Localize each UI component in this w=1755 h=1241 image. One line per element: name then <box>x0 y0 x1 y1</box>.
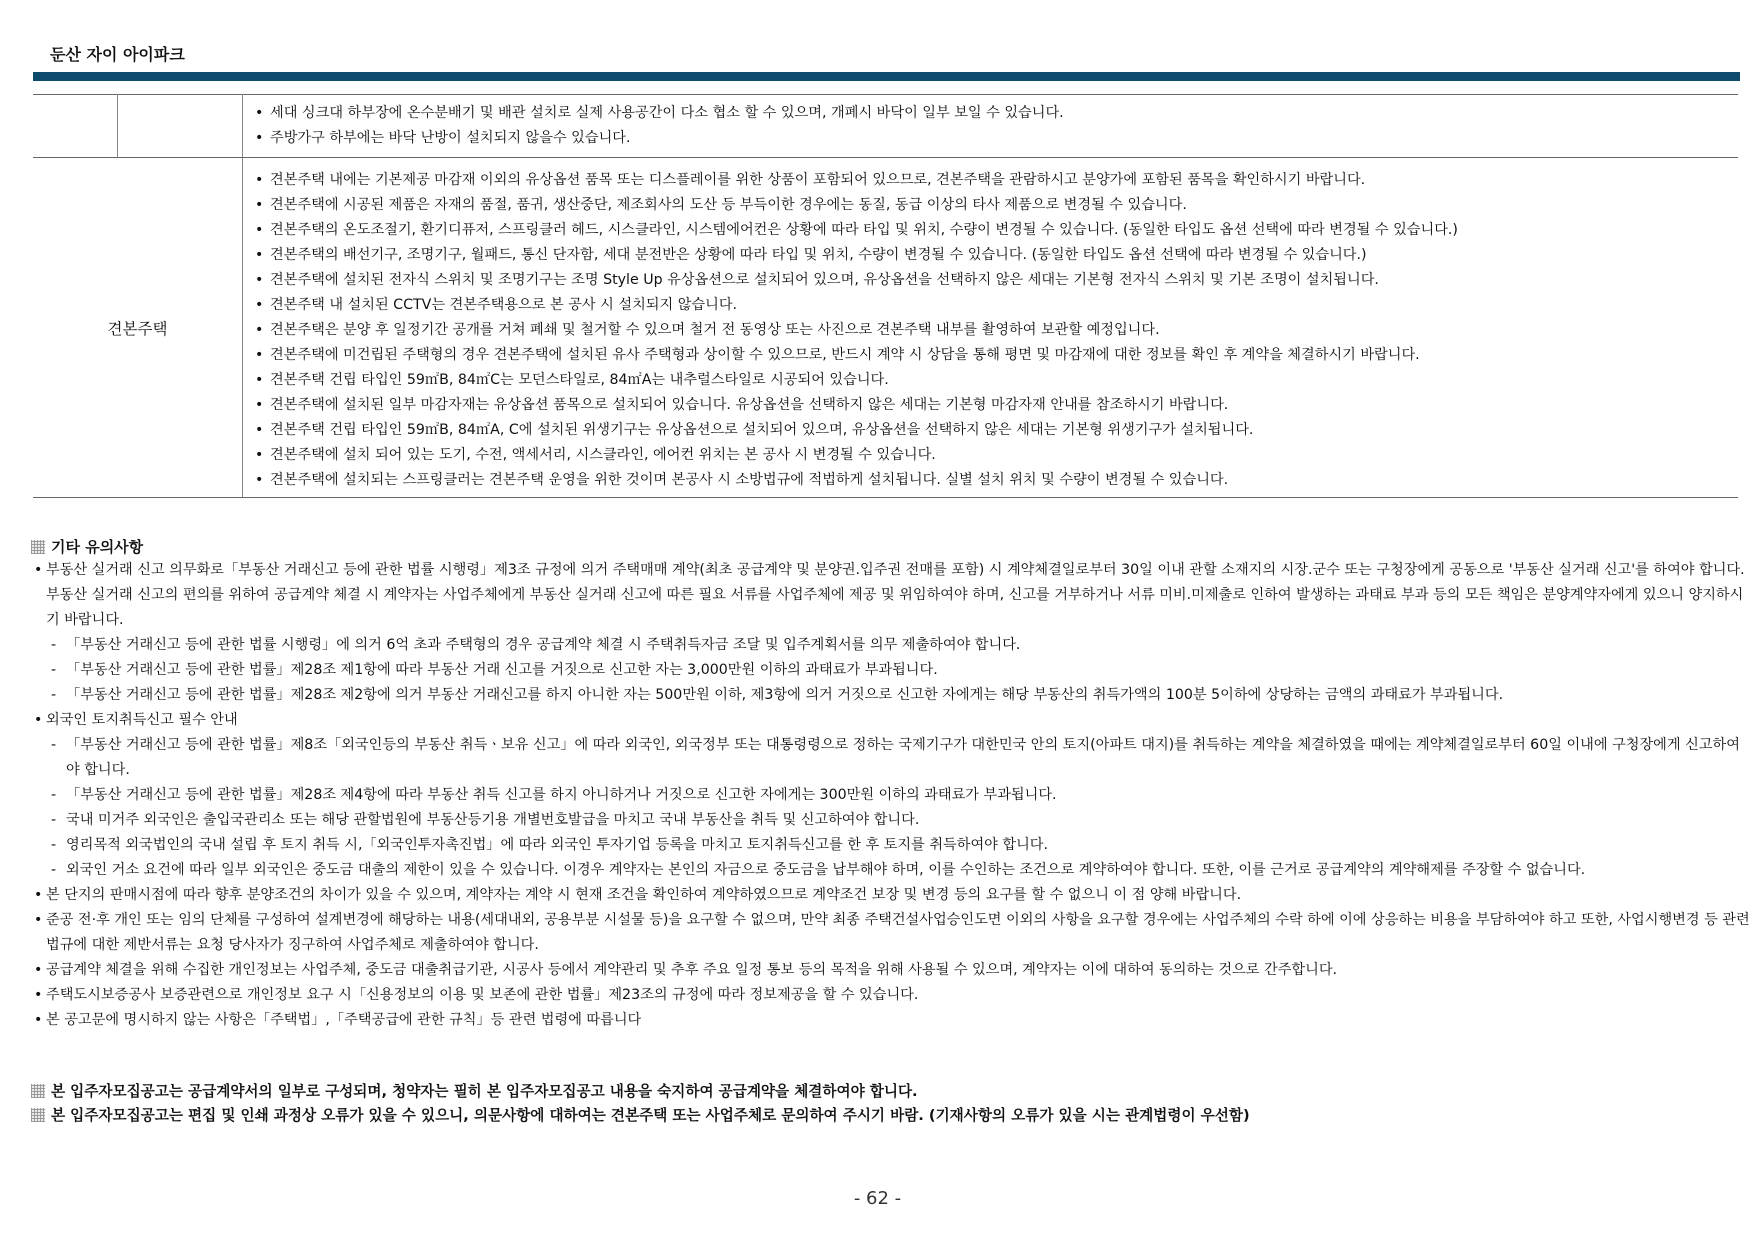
final-note <box>31 1104 1250 1125</box>
square-bullet-icon <box>31 1084 45 1098</box>
document-title: 둔산 자이 아이파크 <box>50 45 185 64</box>
notice-table <box>33 94 1738 498</box>
list-item: • 부동산 실거래 신고 의무화로「부동산 거래신고 등에 관한 법률 시행령」제3조 규정에 의거 주택매매 계약(최초 공급계약 및 분양권.입주권 전매를 포함) 시 계약체결일로부터 30일 이내 관할 소재지의 시장.군수 또는 구청장에게 공동으로 '부동산 실거래 신고'를 하여야 합니다. 부동산 실거래 신고의 편의를 위하여 공급계약 체결 시 계약자는 사업주체에게 부동산 실거래 신고에 따른 필요 서류를 사업주체에 제공 및 위임하여야 하며, 신고를 거부하거나 서류 미비.미제출로 인하여 발생하는 과태료 부과 등의 모든 책임은 분양계약자에게 있으니 양지하시기 바랍니다. <box>30 558 1752 633</box>
table-cell-empty <box>33 95 118 158</box>
list-item: • 외국인 토지취득신고 필수 안내 <box>30 708 1752 733</box>
sub-item: - 「부동산 거래신고 등에 관한 법률 시행령」에 의거 6억 초과 주택형의 경우 공급계약 체결 시 주택취득자금 조달 및 입주계획서를 의무 제출하여야 합니다. <box>30 633 1752 658</box>
square-bullet-icon <box>31 540 45 554</box>
model-house-list <box>253 168 1738 493</box>
list-item: • 본 공고문에 명시하지 않는 사항은「주택법」,「주택공급에 관한 규칙」등 관련 법령에 따릅니다 <box>30 1008 1752 1033</box>
square-bullet-icon <box>31 1108 45 1122</box>
list-item: • 준공 전·후 개인 또는 임의 단체를 구성하여 설계변경에 해당하는 내용(세대내외, 공용부분 시설물 등)을 요구할 수 없으며, 만약 최종 주택건설사업승인도면 이외의 사항을 요구할 경우에는 사업주체의 수락 하에 이에 상응하는 비용을 부담하여야 하고 또한, 사업시행변경 등 관련법규에 대한 제반서류는 요청 당사자가 징구하여 사업주체로 제출하여야 합니다. <box>30 908 1752 958</box>
table-row-continued <box>33 95 1738 158</box>
list-item: • 견본주택에 시공된 제품은 자재의 품절, 품귀, 생산중단, 제조회사의 도산 등 부득이한 경우에는 동질, 동급 이상의 타사 제품으로 변경될 수 있습니다. <box>253 193 1738 218</box>
list-item: • 견본주택의 배선기구, 조명기구, 월패드, 통신 단자함, 세대 분전반은 상황에 따라 타입 및 위치, 수량이 변경될 수 있습니다. (동일한 타입도 옵션 선택에 따라 변경될 수 있습니다.) <box>253 243 1738 268</box>
sub-item: - 국내 미거주 외국인은 출입국관리소 또는 해당 관할법원에 부동산등기용 개별번호발급을 마치고 국내 부동산을 취득 및 신고하여야 합니다. <box>30 808 1752 833</box>
list-item: • 견본주택에 설치된 전자식 스위치 및 조명기구는 조명 Style Up 유상옵션으로 설치되어 있으며, 유상옵션을 선택하지 않은 세대는 기본형 전자식 스위치 및 기본 조명이 설치됩니다. <box>253 268 1738 293</box>
list-item: • 본 단지의 판매시점에 따라 향후 분양조건의 차이가 있을 수 있으며, 계약자는 계약 시 현재 조건을 확인하여 계약하였으므로 계약조건 보장 및 변경 등의 요구를 할 수 없으니 이 점 양해 바랍니다. <box>30 883 1752 908</box>
section-heading-label: 기타 유의사항 <box>51 538 144 556</box>
list-item: • 견본주택 건립 타입인 59㎡B, 84㎡A, C에 설치된 위생기구는 유상옵션으로 설치되어 있으며, 유상옵션을 선택하지 않은 세대는 기본형 위생기구가 설치됩니다. <box>253 418 1738 443</box>
table-cell-empty <box>118 95 243 158</box>
list-item: • 주방가구 하부에는 바닥 난방이 설치되지 않을수 있습니다. <box>253 126 1738 151</box>
table-cell-content <box>243 95 1739 158</box>
other-notes <box>30 558 1752 1033</box>
table-cell-content <box>243 158 1739 498</box>
list-item: • 견본주택 건립 타입인 59㎡B, 84㎡C는 모던스타일로, 84㎡A는 내추럴스타일로 시공되어 있습니다. <box>253 368 1738 393</box>
final-note-text: 본 입주자모집공고는 편집 및 인쇄 과정상 오류가 있을 수 있으니, 의문사항에 대하여는 견본주택 또는 사업주체로 문의하여 주시기 바람. (기재사항의 오류가 있을 시는 관계법령이 우선함) <box>51 1107 1250 1124</box>
sub-item: - 「부동산 거래신고 등에 관한 법률」제28조 제4항에 따라 부동산 취득 신고를 하지 아니하거나 거짓으로 신고한 자에게는 300만원 이하의 과태료가 부과됩니다. <box>30 783 1752 808</box>
page-number: - 62 - <box>853 1188 902 1209</box>
sub-item: - 「부동산 거래신고 등에 관한 법률」제28조 제2항에 의거 부동산 거래신고를 하지 아니한 자는 500만원 이하, 제3항에 의거 거짓으로 신고한 자에게는 해당 부동산의 취득가액의 100분 5이하에 상당하는 금액의 과태료가 부과됩니다. <box>30 683 1752 708</box>
list-item: • 견본주택 내 설치된 CCTV는 견본주택용으로 본 공사 시 설치되지 않습니다. <box>253 293 1738 318</box>
table-row-model-house <box>33 158 1738 498</box>
model-house-label: 견본주택 <box>33 158 243 498</box>
top-row-list <box>253 101 1738 151</box>
list-item: • 견본주택 내에는 기본제공 마감재 이외의 유상옵션 품목 또는 디스플레이를 위한 상품이 포함되어 있으므로, 견본주택을 관람하시고 분양가에 포함된 품목을 확인하시기 바랍니다. <box>253 168 1738 193</box>
list-item: • 견본주택에 설치되는 스프링클러는 견본주택 운영을 위한 것이며 본공사 시 소방법규에 적법하게 설치됩니다. 실별 설치 위치 및 수량이 변경될 수 있습니다. <box>253 468 1738 493</box>
list-item: • 주택도시보증공사 보증관련으로 개인정보 요구 시「신용정보의 이용 및 보존에 관한 법률」제23조의 규정에 따라 정보제공을 할 수 있습니다. <box>30 983 1752 1008</box>
sub-item: - 「부동산 거래신고 등에 관한 법률」제28조 제1항에 따라 부동산 거래 신고를 거짓으로 신고한 자는 3,000만원 이하의 과태료가 부과됩니다. <box>30 658 1752 683</box>
header-rule <box>33 72 1740 81</box>
sub-item: - 영리목적 외국법인의 국내 설립 후 토지 취득 시,「외국인투자촉진법」에 따라 외국인 투자기업 등록을 마치고 토지취득신고를 한 후 토지를 취득하여야 합니다. <box>30 833 1752 858</box>
final-note-text: 본 입주자모집공고는 공급계약서의 일부로 구성되며, 청약자는 필히 본 입주자모집공고 내용을 숙지하여 공급계약을 체결하여야 합니다. <box>51 1083 918 1100</box>
sub-item: - 외국인 거소 요건에 따라 일부 외국인은 중도금 대출의 제한이 있을 수 있습니다. 이경우 계약자는 본인의 자금으로 중도금을 납부해야 하며, 이를 수인하는 조건으로 계약하여야 합니다. 또한, 이를 근거로 공급계약의 계약해제를 주장할 수 없습니다. <box>30 858 1752 883</box>
final-note <box>31 1080 918 1101</box>
sub-item: - 「부동산 거래신고 등에 관한 법률」제8조「외국인등의 부동산 취득ㆍ보유 신고」에 따라 외국인, 외국정부 또는 대통령령으로 정하는 국제기구가 대한민국 안의 토지(아파트 대지)를 취득하는 계약을 체결하였을 때에는 계약체결일로부터 60일 이내에 구청장에게 신고하여야 합니다. <box>30 733 1752 783</box>
list-item: • 견본주택의 온도조절기, 환기디퓨저, 스프링클러 헤드, 시스클라인, 시스템에어컨은 상황에 따라 타입 및 위치, 수량이 변경될 수 있습니다. (동일한 타입도 옵션 선택에 따라 변경될 수 있습니다.) <box>253 218 1738 243</box>
list-item: • 견본주택에 설치 되어 있는 도기, 수전, 액세서리, 시스클라인, 에어컨 위치는 본 공사 시 변경될 수 있습니다. <box>253 443 1738 468</box>
list-item: • 견본주택에 미건립된 주택형의 경우 견본주택에 설치된 유사 주택형과 상이할 수 있으므로, 반드시 계약 시 상담을 통해 평면 및 마감재에 대한 정보를 확인 후 계약을 체결하시기 바랍니다. <box>253 343 1738 368</box>
list-item: • 견본주택은 분양 후 일정기간 공개를 거쳐 폐쇄 및 철거할 수 있으며 철거 전 동영상 또는 사진으로 견본주택 내부를 촬영하여 보관할 예정입니다. <box>253 318 1738 343</box>
section-heading <box>31 536 143 557</box>
list-item: • 견본주택에 설치된 일부 마감자재는 유상옵션 품목으로 설치되어 있습니다. 유상옵션을 선택하지 않은 세대는 기본형 마감자재 안내를 참조하시기 바랍니다. <box>253 393 1738 418</box>
list-item: • 공급계약 체결을 위해 수집한 개인정보는 사업주체, 중도금 대출취급기관, 시공사 등에서 계약관리 및 추후 주요 일정 통보 등의 목적을 위해 사용될 수 있으며, 계약자는 이에 대하여 동의하는 것으로 간주합니다. <box>30 958 1752 983</box>
list-item: • 세대 싱크대 하부장에 온수분배기 및 배관 설치로 실제 사용공간이 다소 협소 할 수 있으며, 개폐시 바닥이 일부 보일 수 있습니다. <box>253 101 1738 126</box>
